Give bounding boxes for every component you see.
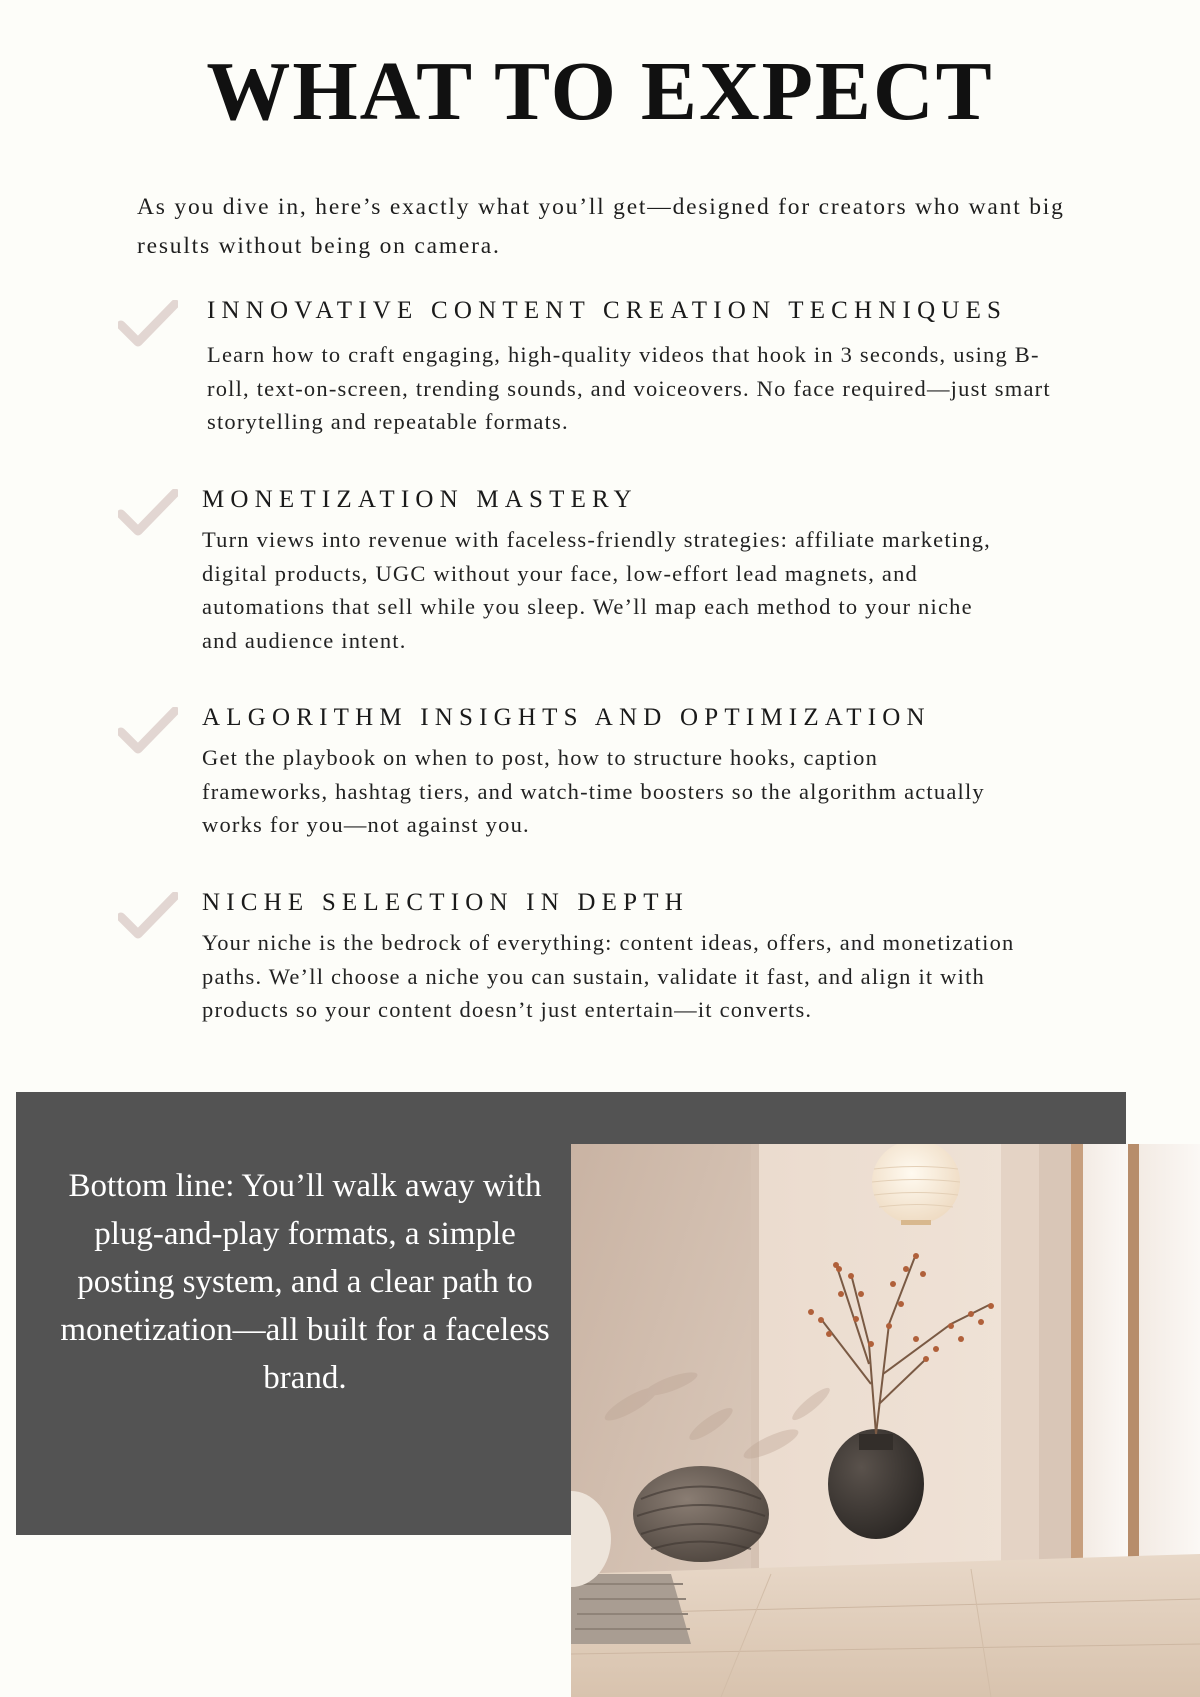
section-body: Learn how to craft engaging, high-quality videos that hook in 3 seconds, using B-roll, text-on-screen, trending sounds, and voiceovers. No face required—just smart storytelling and repeatable formats. bbox=[207, 342, 1051, 434]
checkmark-icon bbox=[118, 300, 178, 348]
page-title: WHAT TO EXPECT bbox=[206, 45, 994, 138]
section-body: Your niche is the bedrock of everything: content ideas, offers, and monetization paths. We’ll choose a niche you can sustain, validate it fast, and align it with products so your content doesn’t just entertain—it converts. bbox=[202, 930, 1015, 1022]
bottom-line-text: Bottom line: You’ll walk away with plug-and-play formats, a simple posting system, and a clear path to monetization—all built for a faceless brand. bbox=[60, 1168, 550, 1396]
checkmark-icon bbox=[118, 892, 178, 940]
intro-paragraph: As you dive in, here’s exactly what you’ll get—designed for creators who want big results without being on camera. bbox=[137, 194, 1065, 259]
section-heading: INNOVATIVE CONTENT CREATION TECHNIQUES bbox=[207, 297, 1008, 324]
section-body: Turn views into revenue with faceless-friendly strategies: affiliate marketing, digital products, UGC without your face, low-effort lead magnets, and automations that sell while you sleep. We’ll map each method to your niche and audience intent. bbox=[202, 527, 991, 653]
checkmark-icon bbox=[118, 489, 178, 537]
interior-photo bbox=[571, 1144, 1200, 1697]
section-heading: NICHE SELECTION IN DEPTH bbox=[202, 889, 689, 916]
checkmark-icon bbox=[118, 707, 178, 755]
section-body: Get the playbook on when to post, how to structure hooks, caption frameworks, hashtag tiers, and watch-time boosters so the algorithm actually works for you—not against you. bbox=[202, 745, 985, 837]
section-heading: ALGORITHM INSIGHTS AND OPTIMIZATION bbox=[202, 704, 931, 731]
section-heading: MONETIZATION MASTERY bbox=[202, 486, 638, 513]
